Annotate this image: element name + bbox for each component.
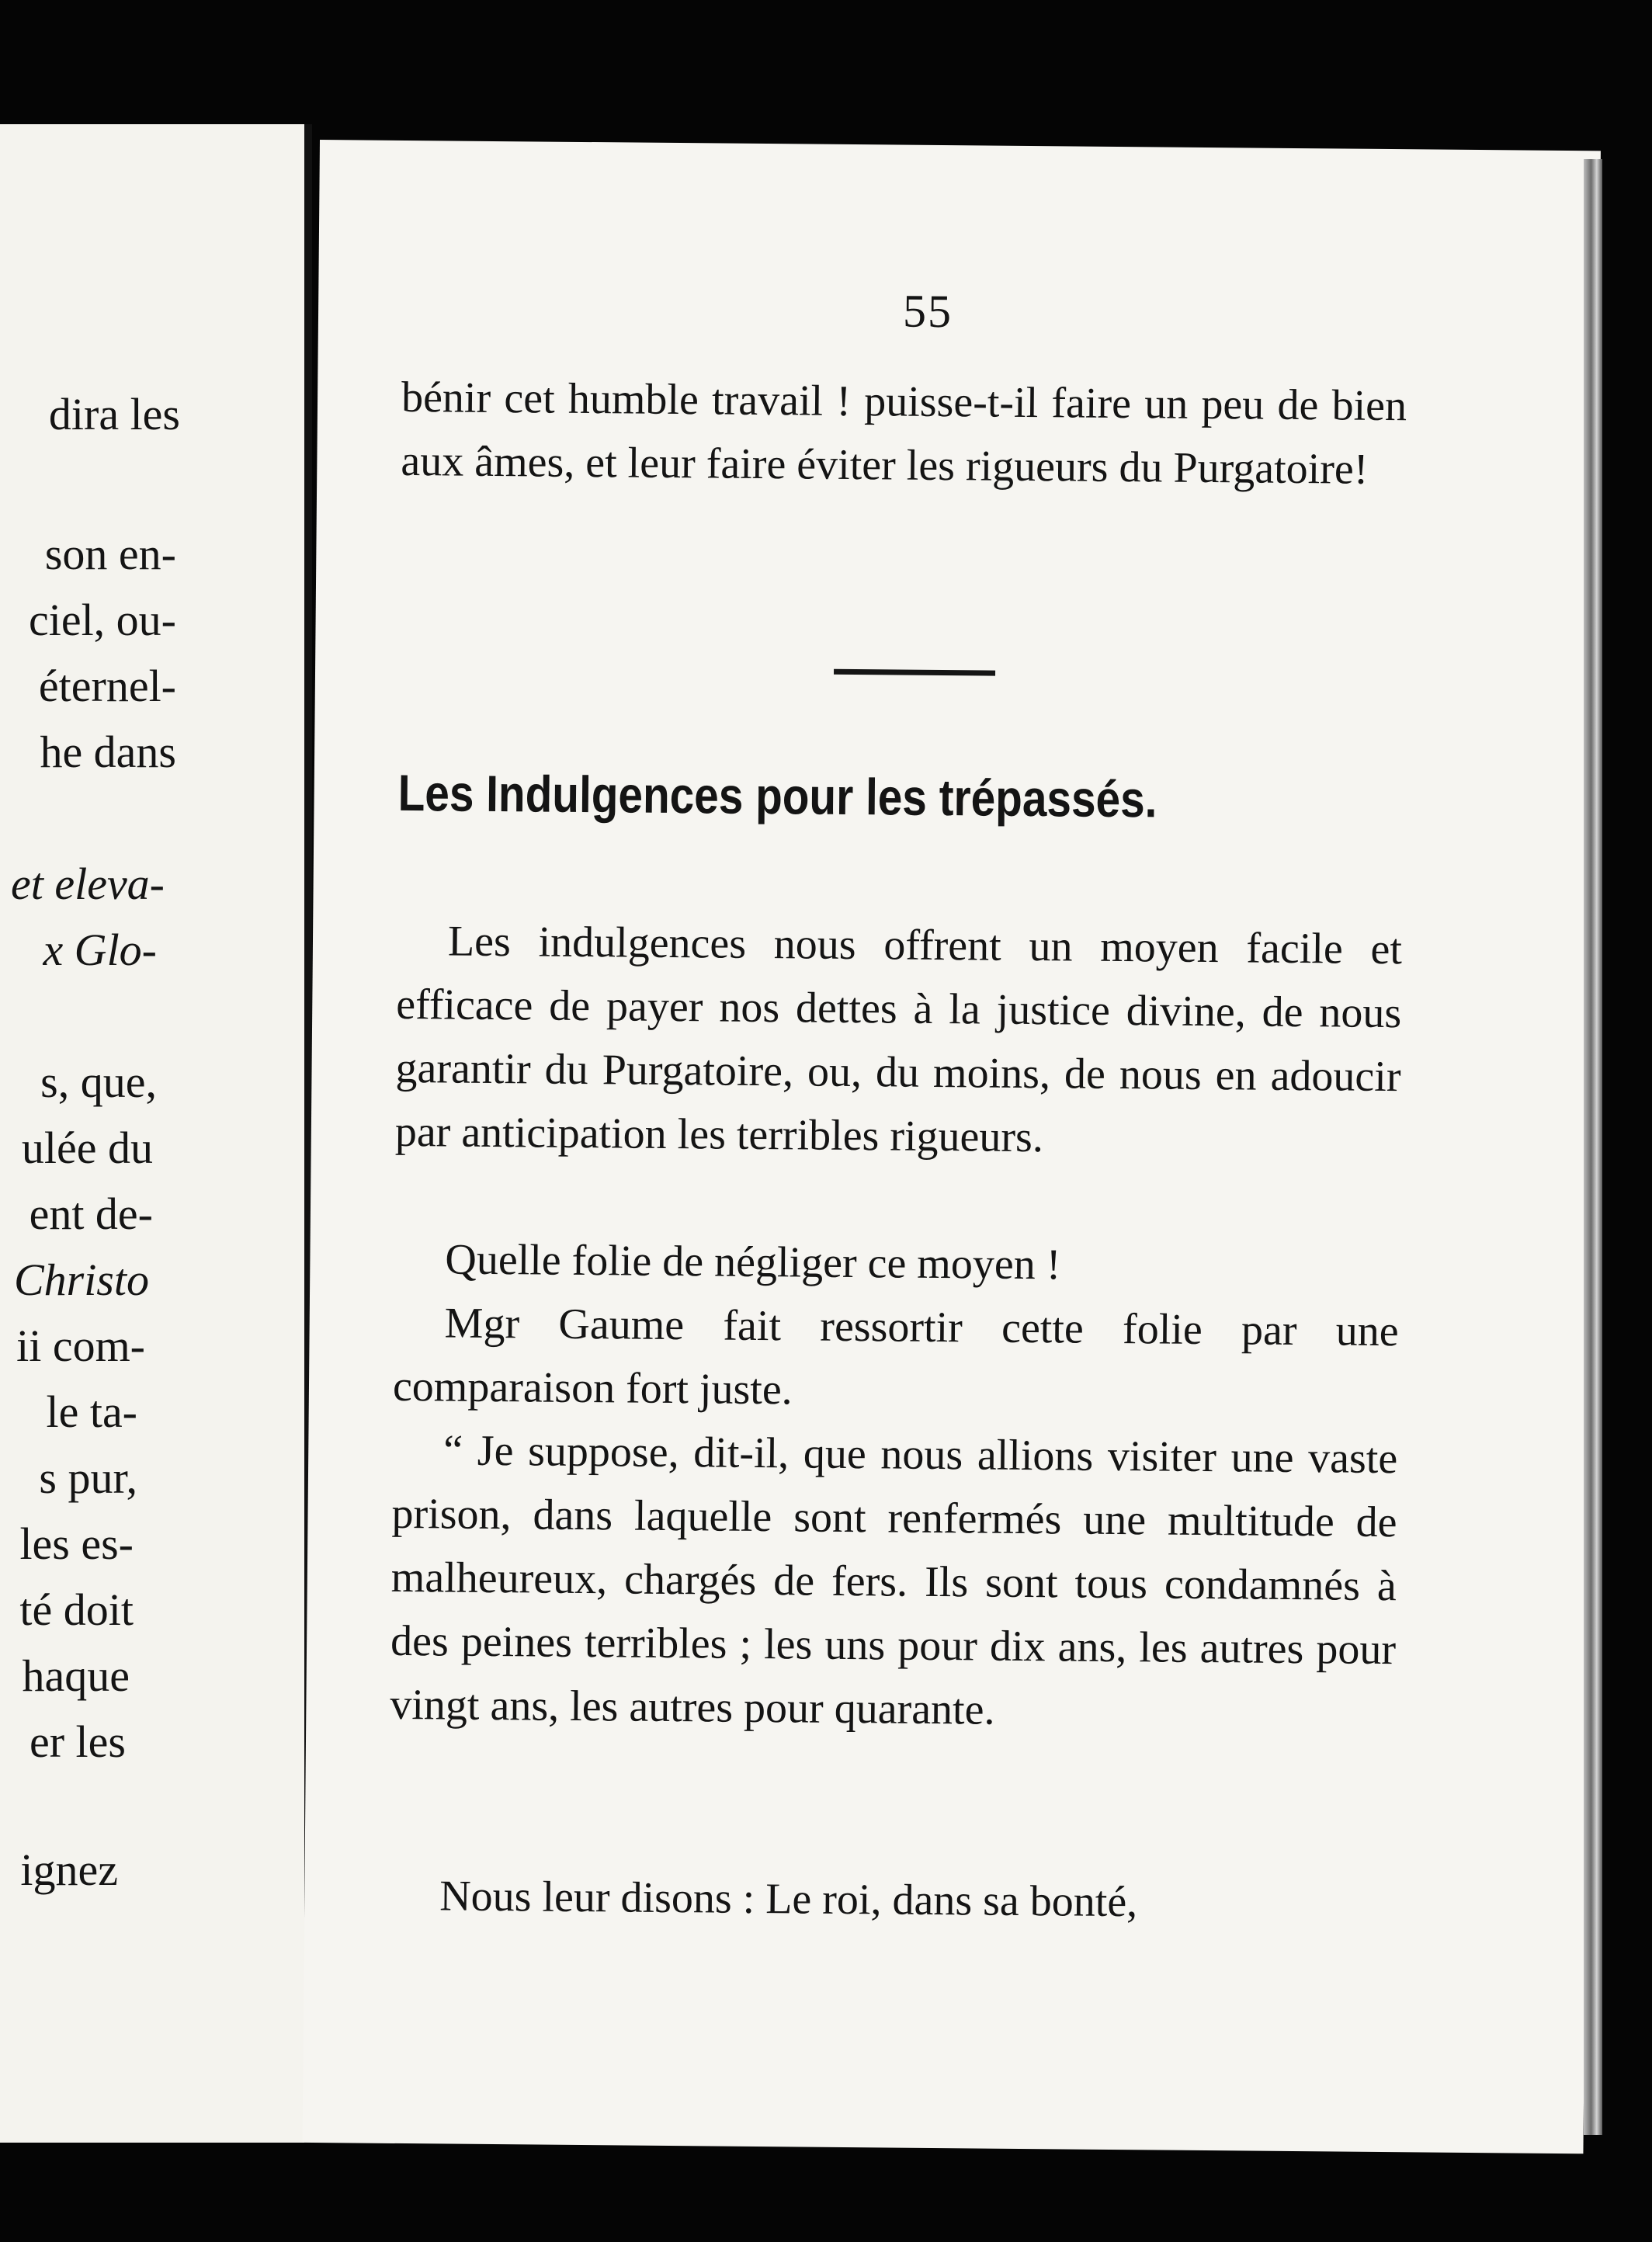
body-paragraph: “ Je suppose, dit-il, que nous allions visiter une vaste prison, dans laquelle sont renfermés une multitude de malheureux, chargés de fers. Ils sont tous condamnés à des peines terribles ; les uns pour dix ans, les autres pour vingt ans, les autres pour quarante.	[390, 1426, 1398, 1734]
body-paragraph: Nous leur disons : Le roi, dans sa bonté,	[439, 1872, 1138, 1927]
left-page-line: Christo	[13, 1255, 149, 1305]
left-page-line: ulée du	[21, 1123, 153, 1173]
left-page-line: et eleva-	[10, 859, 165, 909]
page-number: 55	[902, 285, 953, 338]
left-page-line: er les	[30, 1716, 126, 1767]
left-page-line: ent de-	[29, 1189, 153, 1239]
left-page-line: x Glo-	[43, 925, 157, 975]
body-paragraph: Mgr Gaume fait ressortir cette folie par une comparaison fort juste.	[392, 1299, 1399, 1414]
left-page-line: dira les	[48, 389, 180, 439]
opening-paragraph: bénir cet humble travail ! puisse-t-il faire un peu de bien aux âmes, et leur faire éviter les rigueurs du Purgatoire!	[401, 373, 1407, 494]
right-page	[302, 140, 1600, 2154]
left-page-line: son en-	[44, 529, 176, 579]
left-page-line: s pur,	[39, 1452, 137, 1503]
left-page	[0, 124, 312, 2143]
left-page-line: s, que,	[40, 1057, 157, 1107]
left-page-line: ciel, ou-	[28, 595, 176, 645]
page-edge	[1584, 159, 1602, 2135]
section-divider	[834, 669, 995, 676]
body-paragraph: Les indulgences nous offrent un moyen facile et efficace de payer nos dettes à la justice divine, de nous garantir du Purgatoire, ou, du moins, de nous en adoucir par anticipation les terribles rigueurs.	[394, 917, 1403, 1162]
left-page-line: éternel-	[38, 661, 176, 711]
left-page-line: he dans	[40, 727, 176, 777]
left-page-line: le ta-	[46, 1386, 137, 1437]
section-title: Les Indulgences pour les trépassés.	[397, 763, 1157, 828]
left-page-line: ii com-	[16, 1321, 145, 1371]
body-paragraph: Quelle folie de négliger ce moyen !	[445, 1235, 1061, 1289]
left-page-line: té doit	[19, 1584, 134, 1635]
left-page-line: les es-	[19, 1518, 134, 1569]
left-page-line: ignez	[20, 1845, 118, 1895]
left-page-line: haque	[22, 1650, 130, 1701]
